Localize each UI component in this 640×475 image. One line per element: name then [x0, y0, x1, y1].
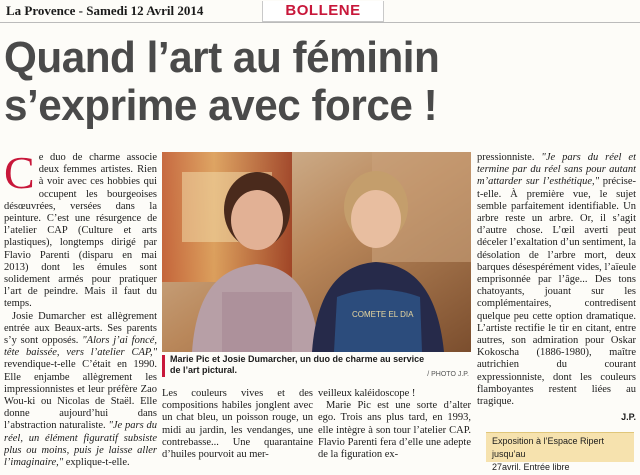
- article-column-3: [318, 388, 471, 474]
- headline-line-2: s’exprime avec force !: [4, 81, 438, 130]
- drop-cap: C: [4, 152, 35, 198]
- column-3-text-2: Marie Pic est une sorte d’alter ego. Trois ans plus tard, en 1993, elle intègre à son tour l’atelier CAP. Flavio Parenti fera d’elle une adepte de la figuration ex-: [318, 400, 471, 461]
- quote-2: "Je pars du réel, un élément figuratif subsiste plus ou moins, puis je laisse aller l’imaginaire,": [4, 420, 157, 469]
- photo-caption: [162, 354, 471, 384]
- paragraph-2-text-a: Josie Dumarcher est allègrement entrée aux Beaux-arts. Ses parents s’y sont opposés.: [4, 310, 157, 347]
- exhibition-line-1: Exposition à l’Espace Ripert jusqu’au: [492, 436, 605, 459]
- author-signature: J.P.: [621, 412, 636, 422]
- paragraph-2: [4, 311, 157, 470]
- photo-illustration: [162, 152, 471, 352]
- paragraph-1-text: e duo de charme associe deux femmes artistes. Rien à voir avec ces hobbies qui occupent les bourgeoises désœuvrées, versées dans la peinture. C’est une résurgence de l’atelier CAP (Culture et arts plastiques), longtemps dirigé par Flavio Parenti (disparu en mai 2013) dont les émules sont solidement armés pour pratiquer l’art de peindre. Mais il faut du temps.: [4, 152, 157, 310]
- quote-3: "Je pars du réel et termine par du réel sans pour autant m’attarder sur l’esthétique,": [477, 152, 636, 188]
- article-column-1: [4, 152, 157, 474]
- quote-1: "Alors j’ai foncé, tête baissée, vers l’atelier CAP,": [4, 335, 157, 359]
- column-4-text-b: précise-t-elle. À première vue, le sujet semble parfaitement identifiable. Un arbre reste un arbre. Or, il s’agit d’autre chose. L’œil averti peut déceler l’exaltation d’un sentiment, la désolation de l’arbre mort, deux barques désespérément vides, l’aïeule emprisonnée par l’âge... Des tons chatoyants, jouant sur les complémentaires, contredisent quelque peu cette option dramatique. L’artiste rectifie le tir en citant, entre autres, son admiration pour Oskar Kokoscha (1886-1980), maître autrichien du courant expressionniste, dont les couleurs flamboyantes restent liées au tragique.: [477, 176, 636, 408]
- caption-text: Marie Pic et Josie Dumarcher, un duo de charme au service de l’art pictural.: [170, 354, 425, 375]
- article-column-4: [477, 152, 636, 410]
- column-3-text-1: veilleux kaléidoscope !: [318, 388, 416, 399]
- section-label: BOLLENE: [262, 1, 384, 22]
- article-photo: [162, 152, 471, 352]
- caption-accent-bar: [162, 355, 165, 377]
- paragraph-2-text-c: explique-t-elle.: [63, 457, 130, 469]
- shirt-text: COMETE EL DIA: [352, 310, 414, 319]
- headline-line-1: Quand l’art au féminin: [4, 33, 440, 82]
- photo-credit: / PHOTO J.P.: [427, 371, 469, 378]
- exhibition-line-2: 27avril. Entrée libre: [492, 462, 570, 472]
- paragraph-2-text-b: revendique-t-elle C’était en 1990. Elle enjambe allègrement les impressionnistes et leur préfère Zao Wou-ki ou Nicolas de Staël. Elle donne aujourd’hui dans l’abstraction naturaliste.: [4, 359, 157, 432]
- article-column-2: [162, 388, 313, 474]
- column-4-text-a: pressionniste.: [477, 152, 542, 163]
- column-4-paragraph: [477, 152, 636, 408]
- paragraph-1: [4, 152, 157, 311]
- headline: [4, 34, 611, 130]
- exhibition-info-box: [486, 432, 634, 472]
- masthead: La Provence - Samedi 12 Avril 2014: [6, 3, 204, 18]
- column-2-text: Les couleurs vives et des compositions habiles jonglent avec un chat bleu, un poisson rouge, un midi au jardin, les vendanges, une contrebasse... Une quarantaine d’huiles pourvoit au mer-: [162, 388, 313, 461]
